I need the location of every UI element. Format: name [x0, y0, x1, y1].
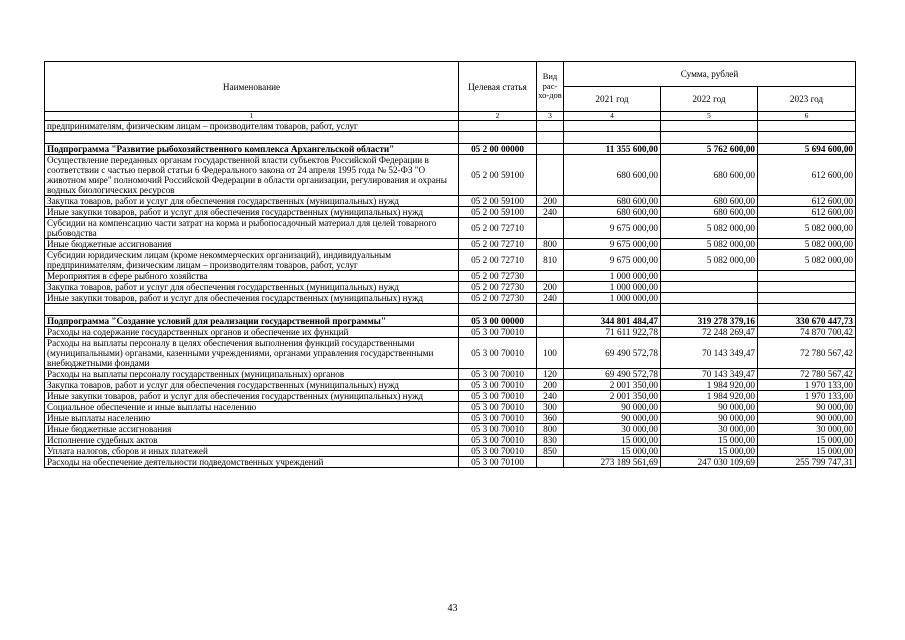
- row-expense-type: 360: [537, 413, 564, 424]
- header-sum: Сумма, рублей: [564, 62, 856, 87]
- row-target-article: 05 3 00 70010: [459, 446, 537, 457]
- row-name: Иные закупки товаров, работ и услуг для обеспечения государственных (муниципальных) нужд: [45, 293, 459, 304]
- row-sum-2023: 5 082 000,00: [758, 239, 856, 250]
- row-name: Иные закупки товаров, работ и услуг для обеспечения государственных (муниципальных) нужд: [45, 207, 459, 218]
- row-target-article: 05 3 00 70010: [459, 413, 537, 424]
- row-sum-2023: 330 670 447,73: [758, 316, 856, 327]
- row-target-article: 05 3 00 00000: [459, 316, 537, 327]
- index-cell: 5: [661, 112, 758, 121]
- row-target-article: 05 3 00 70010: [459, 327, 537, 338]
- row-target-article: 05 3 00 70010: [459, 424, 537, 435]
- row-target-article: 05 2 00 00000: [459, 144, 537, 155]
- row-sum-2023: 612 600,00: [758, 155, 856, 196]
- row-target-article: 05 3 00 70100: [459, 457, 537, 468]
- table-row: [45, 271, 856, 282]
- row-sum-2021: 9 675 000,00: [564, 239, 661, 250]
- table-row: [45, 144, 856, 155]
- row-sum-2022: 90 000,00: [661, 413, 758, 424]
- row-sum-2022: 680 600,00: [661, 207, 758, 218]
- row-name: Иные бюджетные ассигнования: [45, 239, 459, 250]
- row-name: Субсидии на компенсацию части затрат на корма и рыбопосадочный материал для целей товарного рыбоводства: [45, 218, 459, 239]
- row-name: Расходы на выплаты персоналу в целях обеспечения выполнения функций государственными (муниципальными) органами, казенными учреждениями, органами управления государственными внебюджетными фондами: [45, 338, 459, 369]
- row-sum-2021: 15 000,00: [564, 446, 661, 457]
- table-row: [45, 413, 856, 424]
- row-target-article: 05 2 00 72710: [459, 218, 537, 239]
- table-row: [45, 380, 856, 391]
- row-name: [45, 304, 459, 316]
- table-row: [45, 218, 856, 239]
- row-sum-2021: 344 801 484,47: [564, 316, 661, 327]
- row-sum-2021: [564, 121, 661, 132]
- row-sum-2021: 273 189 561,69: [564, 457, 661, 468]
- row-name: Исполнение судебных актов: [45, 435, 459, 446]
- row-sum-2021: 71 611 922,78: [564, 327, 661, 338]
- row-sum-2022: 680 600,00: [661, 155, 758, 196]
- table-row: [45, 293, 856, 304]
- row-sum-2021: 2 001 350,00: [564, 380, 661, 391]
- header-name: Наименование: [45, 62, 459, 112]
- row-sum-2022: [661, 304, 758, 316]
- row-name: Мероприятия в сфере рыбного хозяйства: [45, 271, 459, 282]
- row-sum-2022: [661, 293, 758, 304]
- row-sum-2023: 30 000,00: [758, 424, 856, 435]
- header-row: [45, 62, 856, 87]
- row-name: [45, 132, 459, 144]
- table-row: [45, 196, 856, 207]
- row-sum-2022: [661, 271, 758, 282]
- table-row: [45, 446, 856, 457]
- row-expense-type: 200: [537, 380, 564, 391]
- row-sum-2021: 1 000 000,00: [564, 282, 661, 293]
- row-target-article: [459, 121, 537, 132]
- row-sum-2021: [564, 132, 661, 144]
- table-row: [45, 391, 856, 402]
- row-name: Закупка товаров, работ и услуг для обеспечения государственных (муниципальных) нужд: [45, 282, 459, 293]
- page-number: 43: [447, 603, 458, 614]
- row-expense-type: [537, 155, 564, 196]
- row-target-article: 05 2 00 59100: [459, 155, 537, 196]
- table-row: [45, 316, 856, 327]
- row-sum-2023: 612 600,00: [758, 196, 856, 207]
- row-name: Расходы на обеспечение деятельности подведомственных учреждений: [45, 457, 459, 468]
- row-sum-2022: 5 082 000,00: [661, 218, 758, 239]
- table-row: [45, 282, 856, 293]
- index-row: [45, 112, 856, 121]
- row-expense-type: 850: [537, 446, 564, 457]
- row-name: Уплата налогов, сборов и иных платежей: [45, 446, 459, 457]
- row-expense-type: [537, 304, 564, 316]
- row-sum-2023: 90 000,00: [758, 402, 856, 413]
- row-sum-2023: 72 780 567,42: [758, 369, 856, 380]
- table-row: [45, 402, 856, 413]
- row-target-article: 05 2 00 72710: [459, 250, 537, 271]
- row-sum-2023: 90 000,00: [758, 413, 856, 424]
- table-row: [45, 155, 856, 196]
- table-row: [45, 250, 856, 271]
- row-target-article: 05 3 00 70010: [459, 338, 537, 369]
- row-sum-2022: 5 082 000,00: [661, 250, 758, 271]
- table-row: [45, 239, 856, 250]
- row-sum-2021: 680 600,00: [564, 155, 661, 196]
- row-target-article: 05 3 00 70010: [459, 435, 537, 446]
- row-sum-2022: 15 000,00: [661, 435, 758, 446]
- row-sum-2022: 70 143 349,47: [661, 369, 758, 380]
- row-sum-2021: 680 600,00: [564, 207, 661, 218]
- row-target-article: 05 3 00 70010: [459, 369, 537, 380]
- table-row: [45, 338, 856, 369]
- row-expense-type: 810: [537, 250, 564, 271]
- table-row: [45, 369, 856, 380]
- row-sum-2022: 15 000,00: [661, 446, 758, 457]
- row-expense-type: 800: [537, 424, 564, 435]
- row-sum-2021: 2 001 350,00: [564, 391, 661, 402]
- row-expense-type: 240: [537, 293, 564, 304]
- row-name: Закупка товаров, работ и услуг для обеспечения государственных (муниципальных) нужд: [45, 380, 459, 391]
- row-sum-2021: 11 355 600,00: [564, 144, 661, 155]
- row-sum-2022: 72 248 269,47: [661, 327, 758, 338]
- table-row: [45, 457, 856, 468]
- row-sum-2023: 5 694 600,00: [758, 144, 856, 155]
- row-expense-type: [537, 327, 564, 338]
- row-expense-type: [537, 132, 564, 144]
- row-sum-2021: 9 675 000,00: [564, 250, 661, 271]
- table-row: [45, 207, 856, 218]
- row-sum-2023: [758, 304, 856, 316]
- header-target-article: Целевая статья: [459, 62, 537, 112]
- row-target-article: 05 3 00 70010: [459, 391, 537, 402]
- row-sum-2021: 69 490 572,78: [564, 369, 661, 380]
- row-name: Иные выплаты населению: [45, 413, 459, 424]
- row-sum-2022: 319 278 379,16: [661, 316, 758, 327]
- row-expense-type: 200: [537, 282, 564, 293]
- row-name: Социальное обеспечение и иные выплаты населению: [45, 402, 459, 413]
- row-sum-2021: 15 000,00: [564, 435, 661, 446]
- row-expense-type: [537, 144, 564, 155]
- row-target-article: [459, 132, 537, 144]
- row-sum-2022: 5 082 000,00: [661, 239, 758, 250]
- row-sum-2023: 1 970 133,00: [758, 391, 856, 402]
- row-sum-2022: [661, 132, 758, 144]
- row-expense-type: 200: [537, 196, 564, 207]
- header-expense-type: Вид рас-хо-дов: [537, 62, 564, 112]
- row-expense-type: 830: [537, 435, 564, 446]
- row-name: Расходы на выплаты персоналу государственных (муниципальных) органов: [45, 369, 459, 380]
- row-sum-2021: 680 600,00: [564, 196, 661, 207]
- row-sum-2021: 1 000 000,00: [564, 271, 661, 282]
- row-sum-2023: [758, 293, 856, 304]
- row-sum-2023: 15 000,00: [758, 446, 856, 457]
- row-expense-type: 240: [537, 391, 564, 402]
- row-sum-2022: 90 000,00: [661, 402, 758, 413]
- row-name: предпринимателям, физическим лицам – производителям товаров, работ, услуг: [45, 121, 459, 132]
- row-sum-2021: 9 675 000,00: [564, 218, 661, 239]
- row-sum-2022: [661, 282, 758, 293]
- row-sum-2021: 90 000,00: [564, 402, 661, 413]
- index-cell: 3: [537, 112, 564, 121]
- row-sum-2022: 1 984 920,00: [661, 391, 758, 402]
- budget-table: [44, 61, 856, 468]
- row-target-article: 05 2 00 59100: [459, 196, 537, 207]
- row-expense-type: [537, 218, 564, 239]
- index-cell: 1: [45, 112, 459, 121]
- row-sum-2023: 74 870 700,42: [758, 327, 856, 338]
- row-sum-2023: [758, 271, 856, 282]
- table-row: [45, 435, 856, 446]
- header-year-2023: 2023 год: [758, 87, 856, 112]
- row-sum-2023: 5 082 000,00: [758, 218, 856, 239]
- row-sum-2022: 680 600,00: [661, 196, 758, 207]
- row-expense-type: [537, 271, 564, 282]
- row-sum-2023: [758, 132, 856, 144]
- row-target-article: [459, 304, 537, 316]
- header-year-2022: 2022 год: [661, 87, 758, 112]
- row-target-article: 05 2 00 72730: [459, 293, 537, 304]
- row-sum-2022: 1 984 920,00: [661, 380, 758, 391]
- index-cell: 6: [758, 112, 856, 121]
- row-sum-2023: 255 799 747,31: [758, 457, 856, 468]
- table-row: [45, 424, 856, 435]
- row-sum-2023: [758, 282, 856, 293]
- row-name: Расходы на содержание государственных органов и обеспечение их функций: [45, 327, 459, 338]
- row-name: Закупка товаров, работ и услуг для обеспечения государственных (муниципальных) нужд: [45, 196, 459, 207]
- row-expense-type: [537, 121, 564, 132]
- row-target-article: 05 2 00 59100: [459, 207, 537, 218]
- row-name: Подпрограмма "Создание условий для реализации государственной программы": [45, 316, 459, 327]
- row-name: Осуществление переданных органам государственной власти субъектов Российской Федерации в соответствии с частью первой статьи 6 Федерального закона от 24 апреля 1995 года № 52-ФЗ "О животном мире" полномочий Российской Федерации в области организации, регулирования и охраны водных биологических ресурсов: [45, 155, 459, 196]
- index-cell: 2: [459, 112, 537, 121]
- row-sum-2023: 15 000,00: [758, 435, 856, 446]
- index-cell: 4: [564, 112, 661, 121]
- row-expense-type: [537, 457, 564, 468]
- row-sum-2022: [661, 121, 758, 132]
- table-row: [45, 327, 856, 338]
- row-sum-2021: 1 000 000,00: [564, 293, 661, 304]
- row-name: Субсидии юридическим лицам (кроме некоммерческих организаций), индивидуальным предпринимателям, физическим лицам – производителям товаров, работ, услуг: [45, 250, 459, 271]
- row-sum-2023: 72 780 567,42: [758, 338, 856, 369]
- row-target-article: 05 2 00 72730: [459, 282, 537, 293]
- row-sum-2022: 30 000,00: [661, 424, 758, 435]
- row-expense-type: 300: [537, 402, 564, 413]
- row-name: Иные бюджетные ассигнования: [45, 424, 459, 435]
- row-expense-type: 800: [537, 239, 564, 250]
- row-target-article: 05 2 00 72710: [459, 239, 537, 250]
- row-sum-2021: 30 000,00: [564, 424, 661, 435]
- row-sum-2022: 5 762 600,00: [661, 144, 758, 155]
- row-sum-2023: 5 082 000,00: [758, 250, 856, 271]
- row-sum-2023: [758, 121, 856, 132]
- row-sum-2022: 247 030 109,69: [661, 457, 758, 468]
- row-sum-2023: 1 970 133,00: [758, 380, 856, 391]
- row-target-article: 05 3 00 70010: [459, 402, 537, 413]
- row-sum-2023: 612 600,00: [758, 207, 856, 218]
- row-sum-2021: [564, 304, 661, 316]
- row-expense-type: 100: [537, 338, 564, 369]
- row-name: Подпрограмма "Развитие рыбохозяйственного комплекса Архангельской области": [45, 144, 459, 155]
- row-target-article: 05 3 00 70010: [459, 380, 537, 391]
- table-row: [45, 121, 856, 132]
- row-sum-2021: 69 490 572,78: [564, 338, 661, 369]
- row-sum-2022: 70 143 349,47: [661, 338, 758, 369]
- row-expense-type: 120: [537, 369, 564, 380]
- header-year-2021: 2021 год: [564, 87, 661, 112]
- table-row: [45, 132, 856, 144]
- row-target-article: 05 2 00 72730: [459, 271, 537, 282]
- row-sum-2021: 90 000,00: [564, 413, 661, 424]
- row-name: Иные закупки товаров, работ и услуг для обеспечения государственных (муниципальных) нужд: [45, 391, 459, 402]
- table-row: [45, 304, 856, 316]
- row-expense-type: 240: [537, 207, 564, 218]
- row-expense-type: [537, 316, 564, 327]
